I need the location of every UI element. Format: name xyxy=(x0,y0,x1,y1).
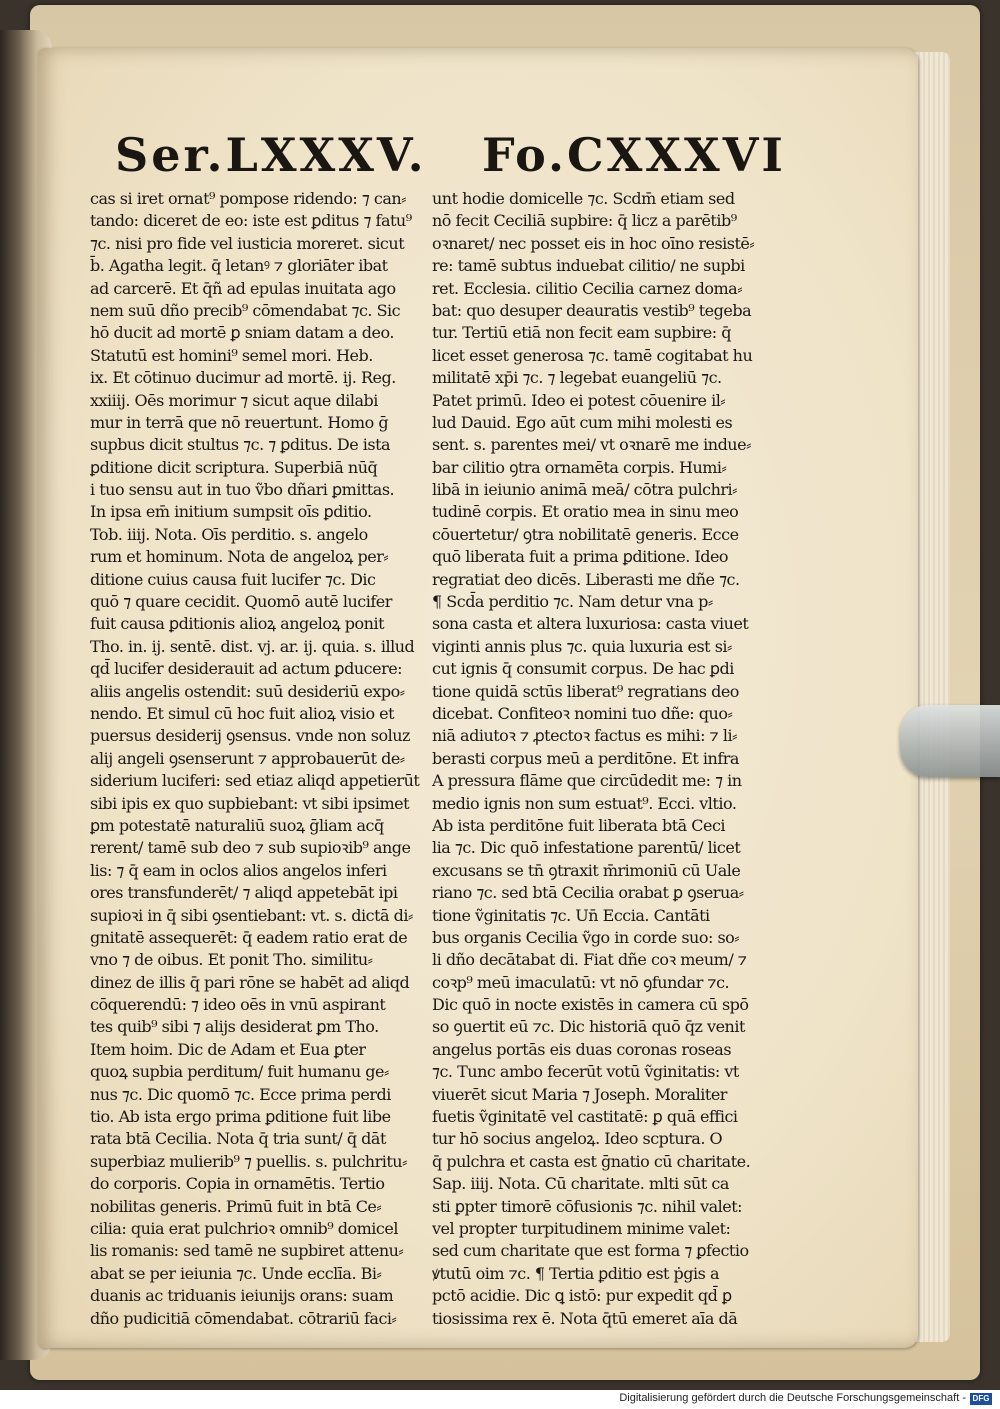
text-line: ⁊c. Tunc ambo fecerūt votū ṽginitatis: vt xyxy=(432,1062,739,1082)
text-line: mur in terrā que nō reuertunt. Homo ḡ xyxy=(90,412,389,432)
text-line: supbus dicit stultus ⁊c. ⁊ ꝑditus. De ista xyxy=(90,435,391,455)
text-line: sent. s. parentes mei/ vt oꝛnarē me indue⸗ xyxy=(432,435,751,455)
text-line: supioꝛi in q̄ sibi ꝯsentiebant: vt. s. dictā di⸗ xyxy=(90,905,413,925)
text-line: cilia: quia erat pulchrioꝛ omnib⁹ domicel xyxy=(90,1218,398,1238)
text-line: li dño decātabat di. Fiat dñe coꝛ meum/ ⁊ xyxy=(432,950,747,970)
text-line: hō ducit ad mortē ꝑ sniam datam a deo. xyxy=(90,323,394,343)
text-line: ꝟtutū oim ⁊c. ¶ Tertia ꝑditio est ṗgis a xyxy=(432,1263,719,1283)
text-line: ad carcerē. Et q̄ñ ad epulas inuitata ago xyxy=(90,278,396,298)
text-line: so ꝯuertit eū ⁊c. Dic historiā quō q̄z venit xyxy=(432,1017,745,1037)
text-line: lis romanis: sed tamē ne supbiret attenu⸗ xyxy=(90,1241,404,1261)
text-line: fuetis ṽginitatē vel castitatē: ꝑ quā effici xyxy=(432,1107,738,1127)
text-line: Tob. iiij. Nota. Oīs perditio. s. angelo xyxy=(90,524,368,544)
text-line: viginti annis plus ⁊c. quia luxuria est si⸗ xyxy=(432,636,732,656)
text-line: bus organis Cecilia ṽgo in corde suo: so⸗ xyxy=(432,927,740,947)
text-line: nobilitas generis. Primū fuit in btā Ce⸗ xyxy=(90,1196,382,1216)
text-line: bat: quo desuper deauratis vestib⁹ tegeba xyxy=(432,300,752,320)
text-line: xxiiij. Oēs morimur ⁊ sicut aque dilabi xyxy=(90,390,378,410)
text-line: ores transfunderēt/ ⁊ aliqd appetebāt ipi xyxy=(90,883,398,903)
text-line: cas si iret ornat⁹ pompose ridendo: ⁊ can⸗ xyxy=(90,189,407,208)
text-line: regratiat deo dicēs. Liberasti me dñe ⁊c. xyxy=(432,569,740,589)
text-line: A pressura flāme que circūdedit me: ⁊ in xyxy=(432,771,742,791)
text-line: Ab ista perditōne fuit liberata btā Ceci xyxy=(432,815,726,835)
text-line: quoꝝ supbia perditum/ fuit humanu ge⸗ xyxy=(90,1062,389,1082)
text-line: cut ignis q̄ consumit corpus. De hac ꝑdi xyxy=(432,659,734,679)
text-line: tur. Tertiū etiā non fecit eam supbire: q̄ xyxy=(432,323,731,343)
text-line: alij angeli ꝯsenserunt ⁊ approbauerūt de⸗ xyxy=(90,748,405,768)
text-line: sibi ipis ex quo supbiebant: vt sibi ipsimet xyxy=(90,793,410,813)
text-line: ditione cuius causa fuit lucifer ⁊c. Dic xyxy=(90,569,376,589)
text-line: oꝛnaret/ nec posset eis in hoc oīno resistē⸗ xyxy=(432,233,755,253)
text-line: gnitatē assequerēt: q̄ eadem ratio erat de xyxy=(90,927,408,947)
text-line: puersus desiderij ꝯsensus. vnde non soluz xyxy=(90,726,410,746)
text-line: duanis ac triduanis ieiunijs orans: suam xyxy=(90,1286,394,1306)
text-line: b̄. Agatha legit. q̄ letanꝰ ⁊ gloriāter ibat xyxy=(90,256,388,276)
text-line: sti ꝑpter timorē cōfusionis ⁊c. nihil valet: xyxy=(432,1196,743,1216)
text-line: superbiaz mulierib⁹ ⁊ puellis. s. pulchritu⸗ xyxy=(90,1151,407,1171)
text-line: rata btā Cecilia. Nota q̄ tria sunt/ q̄ dāt xyxy=(90,1129,386,1149)
text-line: excusans se tn̄ ꝯtraxit m̄rimoniū cū Uale xyxy=(432,860,741,880)
text-line: cōquerendū: ⁊ ideo oēs in vnū aspirant xyxy=(90,995,386,1015)
text-line: Dic quō in nocte existēs in camera cū spō xyxy=(432,995,749,1015)
text-column-right xyxy=(432,188,772,1330)
dfg-logo: DFG xyxy=(970,1393,992,1405)
text-line: lia ⁊c. Dic quō infestatione parentū/ licet xyxy=(432,838,741,858)
text-line: tione ṽginitatis ⁊c. Un̄ Eccia. Cantāti xyxy=(432,905,710,925)
text-line: licet esset generosa ⁊c. tamē cogitabat hu xyxy=(432,345,753,365)
text-line: nem suū dño precib⁹ cōmendabat ⁊c. Sic xyxy=(90,300,401,320)
text-line: i tuo sensu aut in tuo ṽbo dñari ꝑmittas. xyxy=(90,480,395,500)
text-line: pctō acidie. Dic ꝗ istō: pur expedit qd̄ ꝑ xyxy=(432,1286,732,1306)
text-line: fuit causa ꝑditionis alioꝝ angeloꝝ ponit xyxy=(90,614,385,634)
text-line: re: tamē subtus induebat cilitio/ ne supbi xyxy=(432,256,745,276)
text-line: dinez de illis q̄ pari rōne se habēt ad aliqd xyxy=(90,972,410,992)
text-line: bar cilitio ꝯtra ornamēta corpis. Humi⸗ xyxy=(432,457,727,477)
text-line: quō ⁊ quare cecidit. Quomō autē lucifer xyxy=(90,592,392,612)
text-line: cōuertetur/ ꝯtra nobilitatē generis. Ecce xyxy=(432,524,739,544)
text-line: nus ⁊c. Dic quomō ⁊c. Ecce prima perdi xyxy=(90,1084,391,1104)
text-line: Tho. in. ij. sentē. dist. vj. ar. ij. quia. s. illud xyxy=(90,636,415,656)
text-line: viuerēt sicut Maria ⁊ Joseph. Moraliter xyxy=(432,1084,727,1104)
text-line: rum et hominum. Nota de angeloꝝ per⸗ xyxy=(90,547,389,567)
text-line: Patet primū. Ideo ei potest cōuenire il⸗ xyxy=(432,390,726,410)
text-line: medio ignis non sum estuat⁹. Ecci. vltio. xyxy=(432,793,737,813)
text-line: tione quidā sctūs liberat⁹ regratians deo xyxy=(432,681,739,701)
text-line: aliis angelis ostendit: suū desideriū expo⸗ xyxy=(90,681,405,701)
text-line: angelus portās eis duas coronas roseas xyxy=(432,1039,732,1059)
text-line: quō liberata fuit a prima ꝑditione. Ideo xyxy=(432,547,729,567)
text-line: unt hodie domicelle ⁊c. Scdm̄ etiam sed xyxy=(432,189,735,208)
text-line: tiosissima rex ē. Nota q̄tū emeret aīa dā xyxy=(432,1308,738,1328)
text-line: ix. Et cōtinuo ducimur ad mortē. ij. Reg. xyxy=(90,368,396,388)
text-line: riano ⁊c. sed btā Cecilia orabat ꝑ ꝯserua⸗ xyxy=(432,883,744,903)
text-line: tando: diceret de eo: iste est ꝑditus ⁊ fatu⁹ xyxy=(90,211,412,231)
text-line: Sap. iiij. Nota. Cū charitate. mlti sūt ca xyxy=(432,1174,729,1194)
text-line: coꝛp⁹ meū imaculatū: vt nō ꝯfundar ⁊c. xyxy=(432,972,730,992)
text-line: lud Dauid. Ego aūt cum mihi molesti es xyxy=(432,412,733,432)
text-line: siderium luciferi: sed etiaz aliqd appetierūt xyxy=(90,771,420,791)
text-line: Item hoim. Dic de Adam et Eua ꝑter xyxy=(90,1039,366,1059)
text-line: vel propter turpitudinem minime valet: xyxy=(432,1218,731,1238)
text-line: dño pudicitiā cōmendabat. cōtrariū faci⸗ xyxy=(90,1308,397,1328)
text-line: ret. Ecclesia. cilitio Cecilia carnez doma⸗ xyxy=(432,278,743,298)
text-line: tudinē corpis. Et oratio mea in sinu meo xyxy=(432,502,739,522)
text-line: ⁊c. nisi pro fide vel iusticia moreret. sicut xyxy=(90,233,405,253)
text-line: tes quib⁹ sibi ⁊ alijs desiderat ꝑm Tho. xyxy=(90,1017,379,1037)
text-line: niā adiutoꝛ ⁊ ꝓtectoꝛ factus es mihi: ⁊ li⸗ xyxy=(432,726,737,746)
page-clip xyxy=(900,705,1000,777)
text-line: nendo. Et simul cū hoc fuit alioꝝ visio et xyxy=(90,703,395,723)
text-line: sed cum charitate que est forma ⁊ ꝑfectio xyxy=(432,1241,749,1261)
text-line: libā in ieiunio animā meā/ cōtra pulchri⸗ xyxy=(432,480,737,500)
text-line: vno ⁊ de oibus. Et ponit Tho. similitu⸗ xyxy=(90,950,373,970)
running-header-left: Ser.LXXXV. xyxy=(115,128,427,182)
text-line: q̄ pulchra et casta est ḡnatio cū charitate. xyxy=(432,1151,751,1171)
text-column-left xyxy=(90,188,430,1330)
text-line: berasti corpus meū a perditōne. Et infra xyxy=(432,748,739,768)
text-line: ¶ Scd̄a perditio ⁊c. Nam detur vna p⸗ xyxy=(432,592,713,612)
funding-note: Digitalisierung gefördert durch die Deutsche Forschungsgemeinschaft - xyxy=(619,1392,966,1404)
text-line: lis: ⁊ q̄ eam in oclos alios angelos inferi xyxy=(90,860,387,880)
text-line: abat se per ieiunia ⁊c. Unde ecclīa. Bi⸗ xyxy=(90,1263,382,1283)
text-line: rerent/ tamē sub deo ⁊ sub supioꝛib⁹ ange xyxy=(90,838,411,858)
text-line: In ipsa em̄ initium sumpsit oīs ꝑditio. xyxy=(90,502,372,522)
text-line: dicebat. Confiteoꝛ nomini tuo dñe: quo⸗ xyxy=(432,703,733,723)
text-line: do corporis. Copia in ornamētis. Tertio xyxy=(90,1174,385,1194)
folio-number: Fo.CXXXVI xyxy=(482,128,786,182)
text-line: ꝑm potestatē naturaliū suoꝝ ḡliam acq̄ xyxy=(90,815,384,835)
text-line: tur hō socius angeloꝝ. Ideo scptura. O xyxy=(432,1129,723,1149)
text-line: Statutū est homini⁹ semel mori. Heb. xyxy=(90,345,373,365)
text-line: sona casta et altera luxuriosa: casta viuet xyxy=(432,614,749,634)
text-line: militatē xp̄i ⁊c. ⁊ legebat euangeliū ⁊c. xyxy=(432,368,722,388)
text-line: ꝑditione dicit scriptura. Superbiā nūq̄ xyxy=(90,457,378,477)
text-line: nō fecit Ceciliā supbire: q̄ licz a parētib⁹ xyxy=(432,211,737,231)
text-line: tio. Ab ista ergo prima ꝑditione fuit libe xyxy=(90,1107,391,1127)
text-line: qd̄ lucifer desiderauit ad actum ꝑducere: xyxy=(90,659,403,679)
